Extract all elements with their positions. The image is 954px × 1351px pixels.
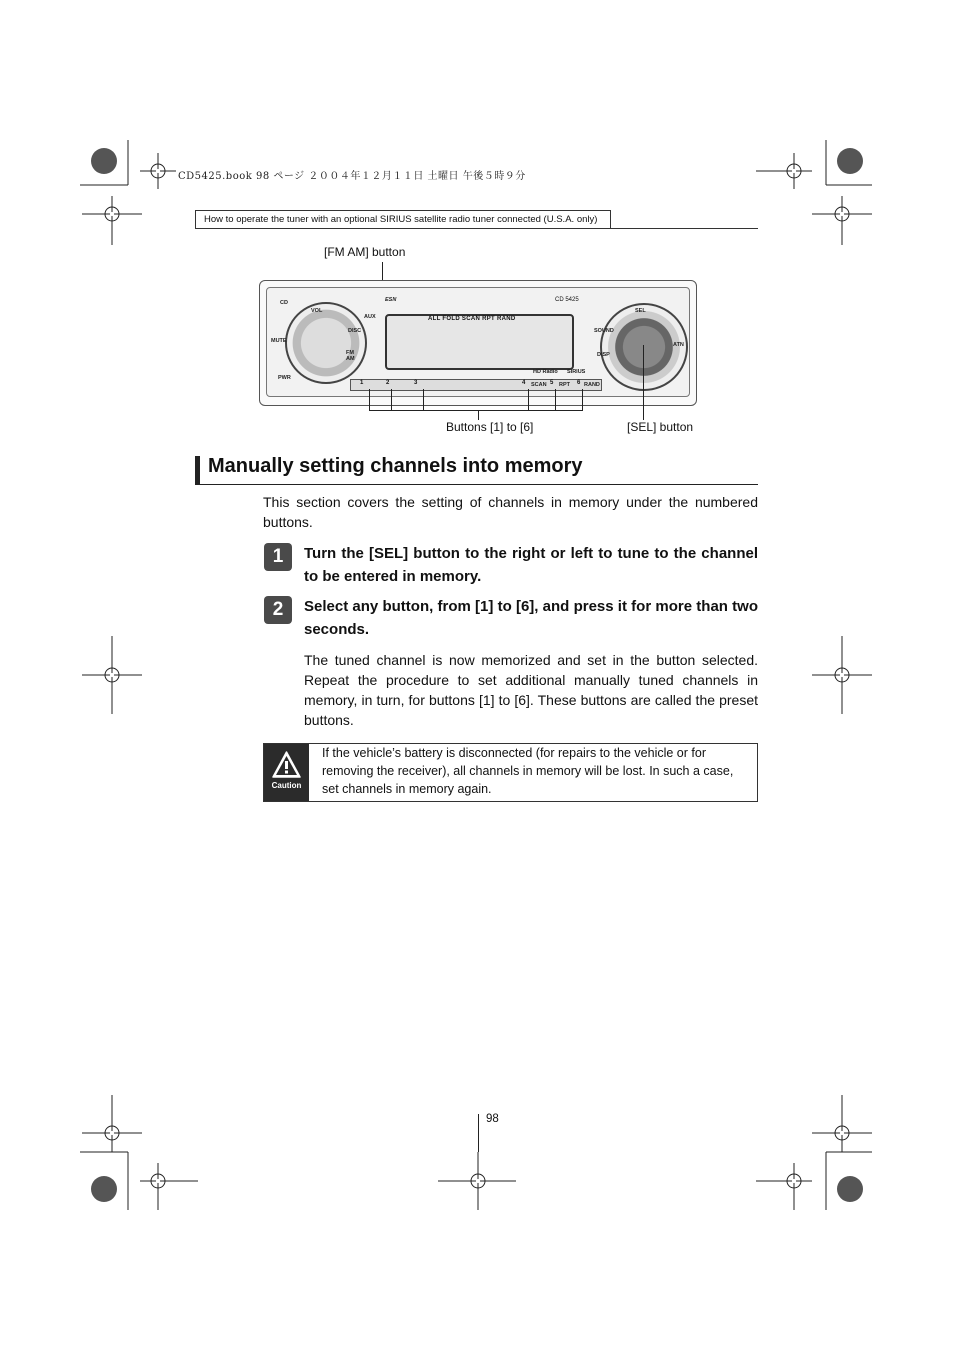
pwr-label: PWR — [278, 375, 291, 381]
sel-label: SEL — [635, 308, 646, 314]
callout-preset-buttons: Buttons [1] to [6] — [446, 420, 534, 434]
running-head: How to operate the tuner with an optional SIRIUS satellite radio tuner connected (U.S.A. only) — [195, 210, 611, 228]
warning-icon — [271, 749, 302, 780]
preset-3: 3 — [414, 380, 418, 386]
preset-6: 6 — [577, 380, 581, 386]
page-number-rule — [478, 1114, 479, 1152]
section-title: Manually setting channels into memory — [208, 455, 583, 477]
bracket-left-v3 — [423, 389, 424, 411]
bracket-right-v3 — [582, 389, 583, 411]
caution-text: If the vehicle’s battery is disconnected (for repairs to the vehicle or for removing the receiver), all channels in memory will be lost. In such a case, set channels in memory again. — [322, 746, 734, 796]
step-2-badge: 2 — [264, 596, 292, 624]
lcd-display — [385, 314, 574, 370]
sirius-label: SIRIUS — [567, 369, 586, 375]
preset-4: 4 — [522, 380, 526, 386]
step-2-detail: The tuned channel is now memorized and set in the button selected. Repeat the procedure to set additional manually tuned channels in memory, in turn, for buttons [1] to [6]. These buttons are called the preset buttons. — [304, 652, 758, 728]
section-title-bar — [195, 456, 200, 484]
step-2-text: Select any button, from [1] to [6], and press it for more than two seconds. — [304, 598, 758, 638]
bracket-left-v2 — [391, 389, 392, 411]
rand-label: RAND — [584, 382, 600, 388]
bracket-left-h — [369, 410, 424, 411]
step-1-text: Turn the [SEL] button to the right or left to tune to the channel to be entered in memory. — [304, 545, 758, 585]
model-label: CD 5425 — [555, 297, 579, 303]
print-header: CD5425.book 98 ページ ２００４年１２月１１日 土曜日 午後５時９分 — [178, 171, 526, 182]
bracket-left-v1 — [369, 389, 370, 411]
atn-label: ATN — [673, 342, 684, 348]
disp-label: DISP — [597, 352, 610, 358]
callout-sel-button: [SEL] button — [627, 420, 694, 434]
step-1-badge: 1 — [264, 543, 292, 571]
intro-paragraph: This section covers the setting of channels in memory under the numbered buttons. — [263, 494, 758, 530]
disc-label: DISC — [348, 328, 362, 334]
preset-2: 2 — [386, 380, 390, 386]
bracket-right-v2 — [555, 389, 556, 411]
callout-fm-am-button: [FM AM] button — [324, 245, 406, 259]
bracket-join-h — [424, 410, 528, 411]
section-title-rule — [195, 484, 758, 485]
rpt-label: RPT — [559, 382, 570, 388]
mute-label: MUTE — [271, 338, 287, 344]
vol-label: VOL — [311, 308, 323, 314]
bracket-right-v1 — [528, 389, 529, 411]
volume-knob — [285, 302, 367, 384]
esn-label: ESN — [385, 297, 397, 303]
cd-label: CD — [280, 300, 288, 306]
aux-label: AUX — [364, 314, 376, 320]
callout-line-sel — [643, 345, 644, 420]
preset-1: 1 — [360, 380, 364, 386]
caution-label: Caution — [271, 781, 302, 790]
running-head-rule — [195, 228, 758, 229]
scan-label: SCAN — [531, 382, 547, 388]
lcd-segments: ALL FOLD SCAN RPT RAND — [428, 316, 516, 322]
preset-5: 5 — [550, 380, 554, 386]
page-number: 98 — [486, 1113, 499, 1125]
sound-label: SOUND — [594, 328, 614, 334]
hd-radio-label: HD Radio — [533, 369, 558, 375]
bracket-center-v — [478, 410, 479, 420]
fm-am-label: FM AM — [346, 350, 355, 362]
